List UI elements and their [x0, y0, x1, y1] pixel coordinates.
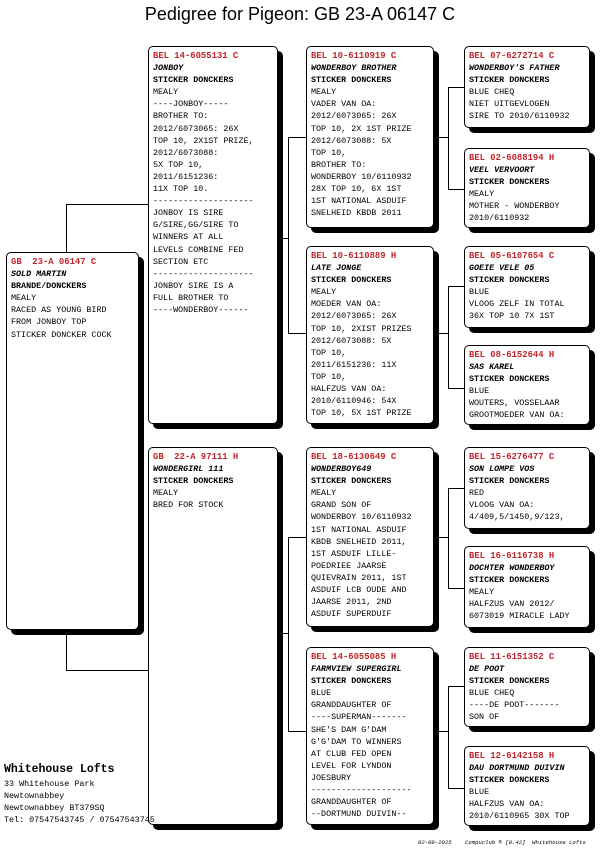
- pedigree-note-line: MEALY: [153, 488, 179, 499]
- pigeon-name: SON LOMPE VOS: [469, 464, 535, 475]
- breeder-name: STICKER DONCKERS: [469, 275, 550, 286]
- pedigree-note-line: SECTION ETC: [153, 256, 209, 267]
- ring-number: GB 23-A 06147 C: [11, 257, 97, 267]
- pigeon-name: LATE JONGE: [311, 263, 362, 274]
- breeder-name: BRANDE/DONCKERS: [11, 281, 87, 292]
- pedigree-note-line: KBDB SNELHEID 2011,: [311, 536, 407, 547]
- pedigree-note-line: 1ST NATIONAL ASDUIF: [311, 196, 407, 207]
- connector-line: [448, 788, 464, 789]
- pedigree-note-line: HALFZUS VAN 2012/: [469, 599, 555, 610]
- connector-line: [288, 137, 289, 333]
- loft-info: [4, 762, 155, 826]
- pedigree-note-line: RACED AS YOUNG BIRD: [11, 305, 107, 316]
- connector-line: [448, 87, 449, 189]
- pedigree-note-line: 2011/6151236:: [153, 171, 219, 182]
- loft-address-line: 33 Whitehouse Park: [4, 779, 95, 789]
- pedigree-note-line: G/SIRE,GG/SIRE TO: [153, 220, 239, 231]
- pigeon-name: FARMVIEW SUPERGIRL: [311, 664, 402, 675]
- pedigree-note-line: --------------------: [153, 268, 254, 279]
- pedigree-note-line: VADER VAN OA:: [311, 99, 377, 110]
- connector-line: [288, 137, 306, 138]
- connector-line: [448, 686, 449, 788]
- pedigree-note-line: MEALY: [469, 189, 495, 200]
- connector-line: [448, 286, 449, 388]
- pedigree-note-line: BLUE: [469, 287, 490, 298]
- pedigree-note-line: MEALY: [11, 293, 37, 304]
- pedigree-note-line: 2010/6110965 30X TOP: [469, 811, 570, 822]
- pigeon-name: JONBOY: [153, 63, 184, 74]
- pigeon-card-dam-dam-dam[interactable]: [464, 746, 590, 826]
- pedigree-note-line: HALFZUS VAN OA:: [469, 799, 545, 810]
- pedigree-note-line: NIET UITGEVLOGEN: [469, 99, 550, 110]
- pedigree-note-line: SHE'S DAM G'DAM: [311, 724, 387, 735]
- pedigree-note-line: RED: [469, 488, 485, 499]
- pigeon-name: WONDERGIRL 111: [153, 464, 224, 475]
- breeder-name: STICKER DONCKERS: [469, 676, 550, 687]
- pedigree-note-line: BLUE CHEQ: [469, 688, 515, 699]
- connector-line: [66, 670, 150, 671]
- pedigree-note-line: BLUE: [469, 386, 490, 397]
- ring-number: BEL 15-6276477 C: [469, 452, 555, 462]
- ring-number: GB 22-A 97111 H: [153, 452, 239, 462]
- ring-number: BEL 11-6151352 C: [469, 652, 555, 662]
- pigeon-card-sire-sire-dam[interactable]: [464, 148, 590, 228]
- ring-number: BEL 05-6107654 C: [469, 251, 555, 261]
- pedigree-note-line: 2010/6110932: [469, 213, 530, 224]
- breeder-name: STICKER DONCKERS: [469, 476, 550, 487]
- pedigree-note-line: GRAND SON OF: [311, 500, 372, 511]
- pedigree-note-line: 1ST ASDUIF LILLE-: [311, 548, 397, 559]
- pedigree-note-line: TOP 10, 5X 1ST PRIZE: [311, 408, 412, 419]
- ring-number: BEL 14-6055131 C: [153, 51, 239, 61]
- pigeon-name: DAU DORTMUND DUIVIN: [469, 763, 565, 774]
- pedigree-note-line: 2010/6110946: 54X: [311, 396, 397, 407]
- pedigree-note-line: 6073019 MIRACLE LADY: [469, 611, 570, 622]
- connector-line: [278, 633, 288, 634]
- pedigree-note-line: 28X TOP 10, 6X 1ST: [311, 184, 402, 195]
- pedigree-note-line: MOEDER VAN OA:: [311, 299, 382, 310]
- pedigree-note-line: GRANDDAUGHTER OF: [311, 700, 392, 711]
- page-title: Pedigree for Pigeon: GB 23-A 06147 C: [144, 4, 456, 24]
- pedigree-note-line: GROOTMOEDER VAN OA:: [469, 410, 565, 421]
- pigeon-name: WONDERBOY649: [311, 464, 372, 475]
- connector-line: [288, 333, 306, 334]
- pedigree-note-line: 2011/6151236: 11X: [311, 359, 397, 370]
- ring-number: BEL 10-6110889 H: [311, 251, 397, 261]
- connector-line: [448, 488, 464, 489]
- pedigree-note-line: BLUE: [469, 787, 490, 798]
- breeder-name: STICKER DONCKERS: [469, 75, 550, 86]
- pedigree-note-line: SON OF: [469, 712, 500, 723]
- pigeon-name: VEEL VERVOORT: [469, 165, 535, 176]
- connector-line: [448, 588, 464, 589]
- pedigree-note-line: MEALY: [311, 287, 337, 298]
- pigeon-name: GOEIE VELE 05: [469, 263, 535, 274]
- pedigree-note-line: TOP 10, 2XIST PRIZES: [311, 323, 412, 334]
- breeder-name: STICKER DONCKERS: [469, 374, 550, 385]
- pedigree-note-line: ----WONDERBOY------: [153, 304, 249, 315]
- pigeon-card-sire-dam-dam[interactable]: [464, 345, 590, 425]
- pigeon-card-sire-sire-sire[interactable]: [464, 46, 590, 128]
- pedigree-note-line: 36X TOP 10 7X 1ST: [469, 311, 555, 322]
- pedigree-note-line: 4/409,5/1450,9/123,: [469, 512, 565, 523]
- pedigree-note-line: SNELHEID KBDB 2011: [311, 208, 402, 219]
- pigeon-name: WONDERBOY'S FATHER: [469, 63, 560, 74]
- connector-line: [66, 204, 67, 252]
- ring-number: BEL 18-6130649 C: [311, 452, 397, 462]
- connector-line: [434, 537, 448, 538]
- pedigree-note-line: LEVELS COMBINE FED: [153, 244, 244, 255]
- pedigree-note-line: ASDUIF SUPERDUIF: [311, 609, 392, 620]
- pedigree-note-line: 2012/6073088: 5X: [311, 135, 392, 146]
- pedigree-note-line: 2012/6073065: 26X: [311, 311, 397, 322]
- connector-line: [288, 731, 306, 732]
- breeder-name: STICKER DONCKERS: [311, 75, 392, 86]
- pedigree-note-line: 2012/6073088: 5X: [311, 335, 392, 346]
- pigeon-card-dam-sire-dam[interactable]: [464, 546, 590, 628]
- pedigree-note-line: TOP 10,: [311, 147, 347, 158]
- pigeon-card-dam[interactable]: [148, 447, 278, 825]
- ring-number: BEL 07-6272714 C: [469, 51, 555, 61]
- breeder-name: STICKER DONCKERS: [311, 476, 392, 487]
- pedigree-note-line: 2012/6073065: 26X: [153, 123, 239, 134]
- pigeon-card-sire-dam[interactable]: [306, 246, 434, 424]
- loft-address-line: Newtownabbey: [4, 791, 65, 801]
- pedigree-note-line: --------------------: [311, 785, 412, 796]
- ring-number: BEL 10-6110919 C: [311, 51, 397, 61]
- pedigree-note-line: BLUE CHEQ: [469, 87, 515, 98]
- connector-line: [288, 537, 306, 538]
- pedigree-note-line: BROTHER TO:: [153, 111, 209, 122]
- pedigree-note-line: JONBOY SIRE IS A: [153, 280, 234, 291]
- pedigree-note-line: ----JONBOY-----: [153, 99, 229, 110]
- connector-line: [278, 238, 288, 239]
- pedigree-note-line: --DORTMUND DUIVIN--: [311, 809, 407, 820]
- pedigree-note-line: MEALY: [311, 488, 337, 499]
- pedigree-note-line: TOP 10, 2X1ST PRIZE,: [153, 135, 254, 146]
- pedigree-note-line: SIRE TO 2010/6110932: [469, 111, 570, 122]
- pigeon-card-sire[interactable]: [148, 46, 278, 424]
- pigeon-card-dam-dam[interactable]: [306, 647, 434, 825]
- ring-number: BEL 12-6142158 H: [469, 751, 555, 761]
- pedigree-note-line: 1ST NATIONAL ASDUIF: [311, 524, 407, 535]
- pedigree-note-line: ----SUPERMAN-------: [311, 712, 407, 723]
- pedigree-note-line: ----DE POOT-------: [469, 700, 560, 711]
- pigeon-card-dam-sire[interactable]: [306, 447, 434, 627]
- connector-line: [448, 286, 464, 287]
- pigeon-name: SAS KAREL: [469, 362, 515, 373]
- pedigree-note-line: 2012/6073065: 26X: [311, 111, 397, 122]
- pedigree-note-line: MEALY: [311, 87, 337, 98]
- connector-line: [288, 537, 289, 731]
- pedigree-note-line: FROM JONBOY TOP: [11, 317, 87, 328]
- connector-line: [66, 630, 67, 670]
- pedigree-note-line: WONDERBOY 10/6110932: [311, 512, 412, 523]
- breeder-name: STICKER DONCKERS: [311, 275, 392, 286]
- ring-number: BEL 08-6152644 H: [469, 350, 555, 360]
- pedigree-note-line: MEALY: [153, 87, 179, 98]
- loft-address-line: Newtownabbey BT379SQ: [4, 803, 105, 813]
- pedigree-note-line: HALFZUS VAN OA:: [311, 384, 387, 395]
- pedigree-note-line: FULL BROTHER TO: [153, 292, 229, 303]
- pedigree-note-line: LEVEL FOR LYNDON: [311, 760, 392, 771]
- pedigree-note-line: MEALY: [469, 587, 495, 598]
- pedigree-note-line: MOTHER - WONDERBOY: [469, 201, 560, 212]
- pedigree-note-line: AT CLUB FED OPEN: [311, 748, 392, 759]
- pedigree-note-line: BRED FOR STOCK: [153, 500, 224, 511]
- pigeon-name: WONDERBOY BROTHER: [311, 63, 397, 74]
- connector-line: [66, 204, 150, 205]
- ring-number: BEL 02-6088194 H: [469, 153, 555, 163]
- footer-text: 02-08-2025 Compuclub ® [9.42] Whitehouse Lofts: [418, 839, 586, 846]
- pigeon-name: DOCHTER WONDERBOY: [469, 563, 555, 574]
- connector-line: [448, 686, 464, 687]
- pedigree-note-line: TOP 10,: [311, 347, 347, 358]
- connector-line: [434, 137, 448, 138]
- pedigree-note-line: STICKER DONCKER COCK: [11, 329, 112, 340]
- breeder-name: STICKER DONCKERS: [469, 177, 550, 188]
- connector-line: [434, 333, 448, 334]
- pigeon-name: SOLD MARTIN: [11, 269, 67, 280]
- pigeon-card-subject[interactable]: [6, 252, 139, 630]
- pedigree-note-line: WINNERS AT ALL: [153, 232, 224, 243]
- pedigree-note-line: BLUE: [311, 688, 332, 699]
- pedigree-note-line: WOUTERS, VOSSELAAR: [469, 398, 560, 409]
- pedigree-note-line: 2012/6073088:: [153, 147, 219, 158]
- pedigree-note-line: JAARSE 2011, 2ND: [311, 597, 392, 608]
- pedigree-note-line: TOP 10, 2X 1ST PRIZE: [311, 123, 412, 134]
- pedigree-note-line: ASDUIF LCB OUDE AND: [311, 585, 407, 596]
- pedigree-note-line: VLOOG VAN OA:: [469, 500, 535, 511]
- pedigree-note-line: G'G'DAM TO WINNERS: [311, 736, 402, 747]
- connector-line: [434, 731, 448, 732]
- pedigree-note-line: POEDRIEE JAARSE: [311, 560, 387, 571]
- ring-number: BEL 16-6116738 H: [469, 551, 555, 561]
- connector-line: [448, 189, 464, 190]
- breeder-name: STICKER DONCKERS: [311, 676, 392, 687]
- connector-line: [448, 488, 449, 588]
- loft-name: Whitehouse Lofts: [4, 763, 115, 776]
- pigeon-card-dam-sire-sire[interactable]: [464, 447, 590, 529]
- connector-line: [448, 388, 464, 389]
- pedigree-note-line: --------------------: [153, 196, 254, 207]
- pigeon-card-dam-dam-sire[interactable]: [464, 647, 590, 727]
- breeder-name: STICKER DONCKERS: [469, 575, 550, 586]
- pigeon-name: DE POOT: [469, 664, 505, 675]
- breeder-name: STICKER DONCKERS: [153, 75, 234, 86]
- pedigree-note-line: JOESBURY: [311, 772, 352, 783]
- pedigree-note-line: BROTHER TO:: [311, 159, 367, 170]
- loft-phone: Tel: 07547543745 / 07547543745: [4, 815, 155, 825]
- pigeon-card-sire-sire[interactable]: [306, 46, 434, 228]
- pigeon-card-sire-dam-sire[interactable]: [464, 246, 590, 328]
- breeder-name: STICKER DONCKERS: [153, 476, 234, 487]
- pedigree-note-line: 11X TOP 10.: [153, 184, 209, 195]
- connector-line: [448, 87, 464, 88]
- pedigree-note-line: 5X TOP 10,: [153, 159, 204, 170]
- pedigree-note-line: GRANDDAUGHTER OF: [311, 797, 392, 808]
- pedigree-note-line: JONBOY IS SIRE: [153, 208, 224, 219]
- breeder-name: STICKER DONCKERS: [469, 775, 550, 786]
- pedigree-note-line: VLOOG ZELF IN TOTAL: [469, 299, 565, 310]
- ring-number: BEL 14-6055085 H: [311, 652, 397, 662]
- pedigree-note-line: WONDERBOY 10/6110932: [311, 171, 412, 182]
- pedigree-note-line: TOP 10,: [311, 371, 347, 382]
- pedigree-note-line: QUIEVRAIN 2011, 1ST: [311, 572, 407, 583]
